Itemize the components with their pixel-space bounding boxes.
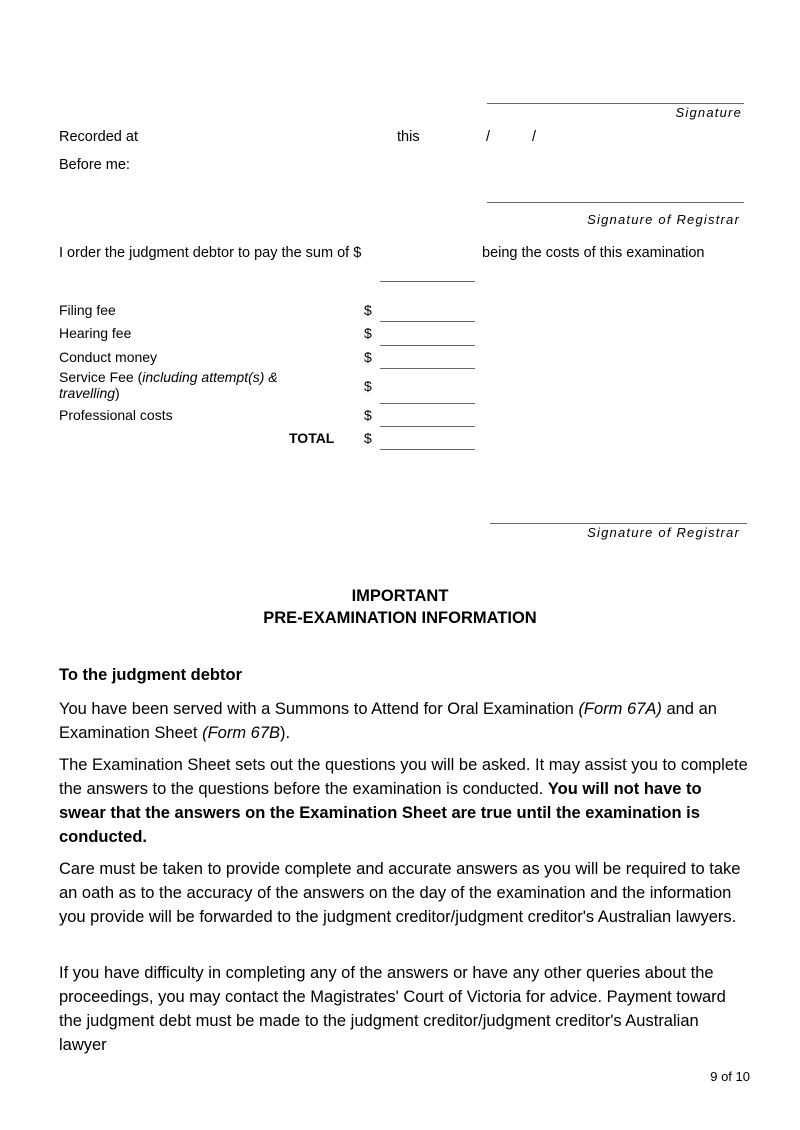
this-label: this: [397, 129, 420, 145]
para2-bold: You will not have to swear that the answers on the Examination Sheet are true until the examination is conducted.: [59, 780, 702, 846]
fee-line-filing: [380, 321, 475, 322]
para1-form-67b: (Form 67B: [202, 724, 281, 742]
para1-text-a: You have been served with a Summons to Attend for Oral Examination: [59, 700, 579, 718]
registrar-signature-caption-2: Signature of Registrar: [587, 525, 740, 540]
important-title: IMPORTANT: [351, 587, 449, 605]
total-currency: $: [364, 430, 372, 446]
fee-currency-professional: $: [364, 407, 372, 423]
total-label: TOTAL: [289, 430, 335, 446]
fee-label-hearing: Hearing fee: [59, 325, 132, 341]
paragraph-care: Care must be taken to provide complete and accurate answers as you will be required to take an oath as to the accuracy of the answers on the day of the examination and the information you provide will be forwarded to the judgment creditor/judgment creditor's Australian lawyers.: [59, 860, 741, 926]
order-text: I order the judgment debtor to pay the sum of $: [59, 245, 362, 261]
being-costs-text: being the costs of this examination: [482, 245, 705, 261]
fee-line-conduct: [380, 368, 475, 369]
fee-line-hearing: [380, 345, 475, 346]
fee-label-conduct-money: Conduct money: [59, 349, 158, 365]
para2-normal: The Examination Sheet sets out the questions you will be asked. It may assist you to complete the answers to the questions before the examination is conducted.: [59, 756, 748, 798]
total-line: [380, 449, 475, 450]
page-number: 9 of 10: [710, 1069, 750, 1084]
registrar-signature-caption: Signature of Registrar: [587, 212, 740, 227]
fee-currency-service: $: [364, 378, 372, 394]
paragraph-difficulty: If you have difficulty in completing any of the answers or have any other queries about the proceedings, you may contact the Magistrates' Court of Victoria for advice. Payment toward the judgment debt must be made to the judgment creditor/judgment creditor's Australian lawyer: [59, 964, 726, 1054]
signature-line: [487, 103, 744, 104]
service-fee-suffix: ): [115, 385, 120, 401]
to-judgment-debtor-heading: To the judgment debtor: [59, 666, 243, 684]
fee-line-professional: [380, 426, 475, 427]
fee-label-professional: Professional costs: [59, 407, 173, 423]
service-fee-italic: including attempt(s) & travelling: [59, 369, 278, 401]
registrar-signature-line: [487, 202, 744, 203]
para1-text-c: and an Examination Sheet: [59, 700, 717, 742]
important-subtitle: PRE-EXAMINATION INFORMATION: [263, 609, 537, 627]
service-fee-prefix: Service Fee (: [59, 369, 143, 385]
fee-line-service: [380, 403, 475, 404]
paragraph-examination-sheet: [59, 753, 749, 849]
signature-caption: Signature: [675, 105, 742, 120]
para1-form-67a: (Form 67A): [578, 700, 662, 718]
para1-text-e: ).: [280, 724, 291, 742]
paragraph-served: [59, 697, 749, 745]
fee-currency-conduct: $: [364, 349, 372, 365]
fee-label-service: [59, 369, 309, 401]
registrar-signature-line-2: [490, 523, 747, 524]
before-me-label: Before me:: [59, 157, 130, 173]
fee-currency-filing: $: [364, 302, 372, 318]
date-slash-1: /: [486, 129, 491, 145]
order-sum-line: [380, 281, 475, 282]
date-slash-2: /: [532, 129, 537, 145]
fee-currency-hearing: $: [364, 325, 372, 341]
fee-label-filing: Filing fee: [59, 302, 116, 318]
recorded-at-label: Recorded at: [59, 129, 138, 145]
